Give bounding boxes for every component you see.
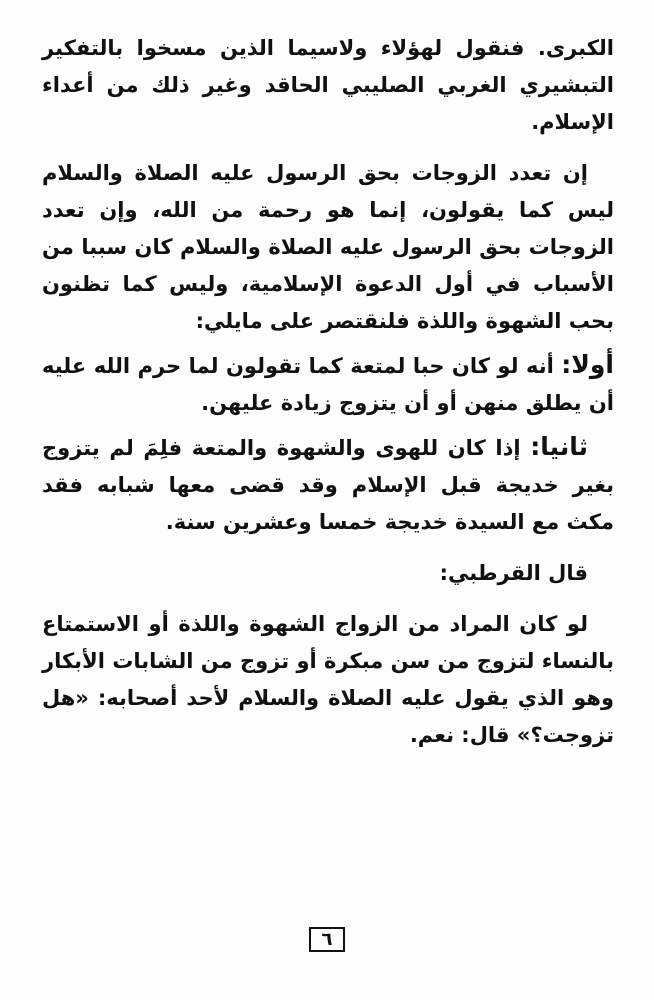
paragraph-4-text: إذا كان للهوى والشهوة والمتعة فلِمَ لم يتزوج بغير خديجة قبل الإسلام وقد قضى معها شبابه فقد مكث مع السيدة خديجة خمسا وعشرين سنة.: [42, 436, 614, 534]
page-body: [42, 30, 614, 754]
page-number: ٦: [309, 927, 345, 952]
paragraph-3: [42, 346, 614, 422]
paragraph-1: الكبرى. فنقول لهؤلاء ولاسيما الذين مسخوا بالتفكير التبشيري الغربي الصليبي الحاقد وغير ذلك من أعداء الإسلام.: [42, 36, 614, 134]
point-label-first: أولا:: [561, 350, 614, 379]
paragraph-4: [42, 428, 614, 541]
point-label-second: ثانيا:: [530, 432, 588, 461]
quote-heading: قال القرطبي:: [439, 561, 588, 585]
paragraph-2: إن تعدد الزوجات بحق الرسول عليه الصلاة والسلام ليس كما يقولون، إنما هو رحمة من الله، وإن تعدد الزوجات بحق الرسول عليه الصلاة والسلام كان سببا من الأسباب في أول الدعوة الإسلامية، وليس كما تظنون بحب الشهوة واللذة فلنقتصر على مايلي:: [42, 161, 614, 333]
paragraph-3-text: أنه لو كان حبا لمتعة كما تقولون لما حرم الله عليه أن يطلق منهن أو أن يتزوج زيادة عليهن.: [42, 354, 614, 415]
paragraph-6: لو كان المراد من الزواج الشهوة واللذة أو الاستمتاع بالنساء لتزوج من سن مبكرة أو تزوج من الشابات الأبكار وهو الذي يقول عليه الصلاة والسلام لأحد أصحابه: «هل تزوجت؟» قال: نعم.: [42, 612, 614, 747]
